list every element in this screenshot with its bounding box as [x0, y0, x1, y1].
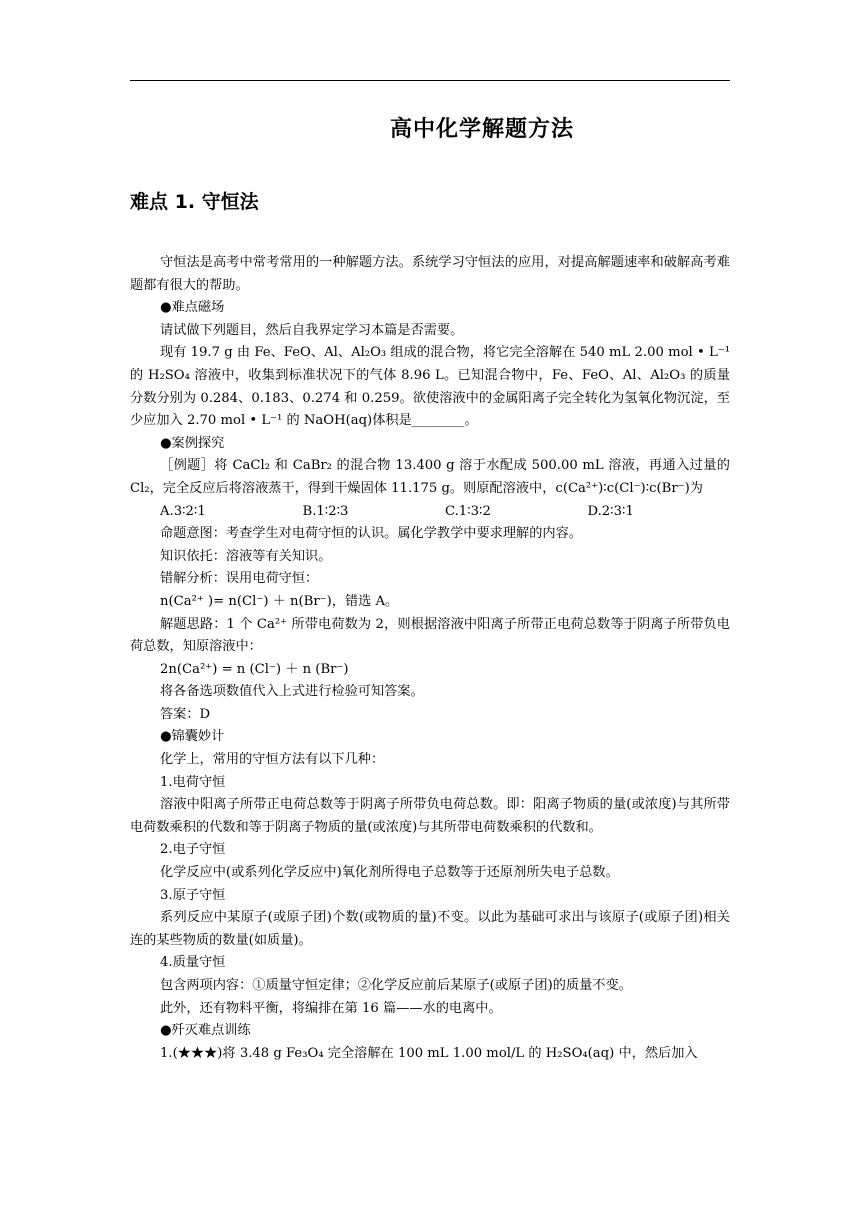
training-question-1: 1.(★★★)将 3.48 g Fe₃O₄ 完全溶解在 100 mL 1.00 mol/L 的 H₂SO₄(aq) 中，然后加入 — [160, 1045, 698, 1061]
error-equation: n(Ca²⁺ )= n(Cl⁻) ＋ n(Br⁻)，错选 A。 — [160, 593, 399, 609]
intent-paragraph: 命题意图：考查学生对电荷守恒的认识。属化学教学中要求理解的内容。 — [160, 526, 582, 542]
extra-note: 此外，还有物料平衡，将编排在第 16 篇——水的电离中。 — [160, 1000, 502, 1016]
instruction-paragraph: 请试做下列题目，然后自我界定学习本篇是否需要。 — [160, 322, 464, 338]
document-body — [130, 252, 730, 1065]
solution-equation: 2n(Ca²⁺) = n (Cl⁻) ＋ n (Br⁻) — [160, 661, 349, 677]
subheading-training: ●歼灭难点训练 — [160, 1023, 251, 1039]
option-d: D.2∶3∶1 — [587, 503, 634, 519]
subheading-tips: ●锦囊妙计 — [160, 729, 225, 745]
answer-options — [130, 501, 730, 524]
option-c: C.1∶3∶2 — [445, 503, 491, 519]
knowledge-paragraph: 知识依托：溶液等有关知识。 — [160, 548, 332, 564]
subheading-case: ●案例探究 — [160, 435, 225, 451]
method-1-title: 1.电荷守恒 — [160, 774, 226, 790]
subheading-difficulty: ●难点磁场 — [160, 300, 225, 316]
methods-intro: 化学上，常用的守恒方法有以下几种： — [160, 752, 385, 768]
answer-line: 答案：D — [160, 706, 211, 722]
method-3-text: 系列反应中某原子(或原子团)个数(或物质的量)不变。以此为基础可求出与该原子(或原子团)相关连的某些物质的数量(如质量)。 — [130, 910, 730, 948]
method-2-text: 化学反应中(或系列化学反应中)氧化剂所得电子总数等于还原剂所失电子总数。 — [160, 865, 619, 881]
document-title: 高中化学解题方法 — [389, 117, 574, 142]
header-rule — [130, 80, 730, 81]
problem-paragraph: 现有 19.7 g 由 Fe、FeO、Al、Al₂O₃ 组成的混合物，将它完全溶解在 540 mL 2.00 mol • L⁻¹ 的 H₂SO₄ 溶液中，收集到标准状况下的气体 8.96 L。已知混合物中，Fe、FeO、Al、Al₂O₃ 的质量分数分别为 0.284、0.183、0.274 和 0.259。欲使溶液中的金属阳离子完全转化为氢氧化物沉淀，至少应加入 2.70 mol • L⁻¹ 的 NaOH(aq)体积是________。 — [130, 345, 730, 429]
method-4-text: 包含两项内容：①质量守恒定律；②化学反应前后某原子(或原子团)的质量不变。 — [160, 978, 632, 993]
intro-paragraph: 守恒法是高考中常考常用的一种解题方法。系统学习守恒法的应用，对提高解题速率和破解高考难题都有很大的帮助。 — [130, 255, 730, 293]
error-analysis: 错解分析：误用电荷守恒： — [160, 571, 319, 587]
solution-paragraph: 解题思路：1 个 Ca²⁺ 所带电荷数为 2，则根据溶液中阳离子所带正电荷总数等于阴离子所带负电荷总数，知原溶液中： — [130, 616, 730, 655]
method-2-title: 2.电子守恒 — [160, 842, 226, 858]
method-3-title: 3.原子守恒 — [160, 887, 226, 903]
section-heading: 难点 1. 守恒法 — [130, 191, 259, 213]
option-b: B.1∶2∶3 — [302, 503, 349, 519]
solution-check: 将各备选项数值代入上式进行检验可知答案。 — [160, 684, 424, 700]
option-a: A.3∶2∶1 — [160, 503, 206, 519]
method-1-text: 溶液中阳离子所带正电荷总数等于阴离子所带负电荷总数。即：阳离子物质的量(或浓度)与其所带电荷数乘积的代数和等于阴离子物质的量(或浓度)与其所带电荷数乘积的代数和。 — [130, 797, 730, 835]
example-paragraph: ［例题］将 CaCl₂ 和 CaBr₂ 的混合物 13.400 g 溶于水配成 500.00 mL 溶液，再通入过量的 Cl₂，完全反应后将溶液蒸干，得到干燥固体 11.175 g。则原配溶液中，c(Ca²⁺)∶c(Cl⁻)∶c(Br⁻)为 — [130, 458, 730, 496]
method-4-title: 4.质量守恒 — [160, 955, 226, 971]
